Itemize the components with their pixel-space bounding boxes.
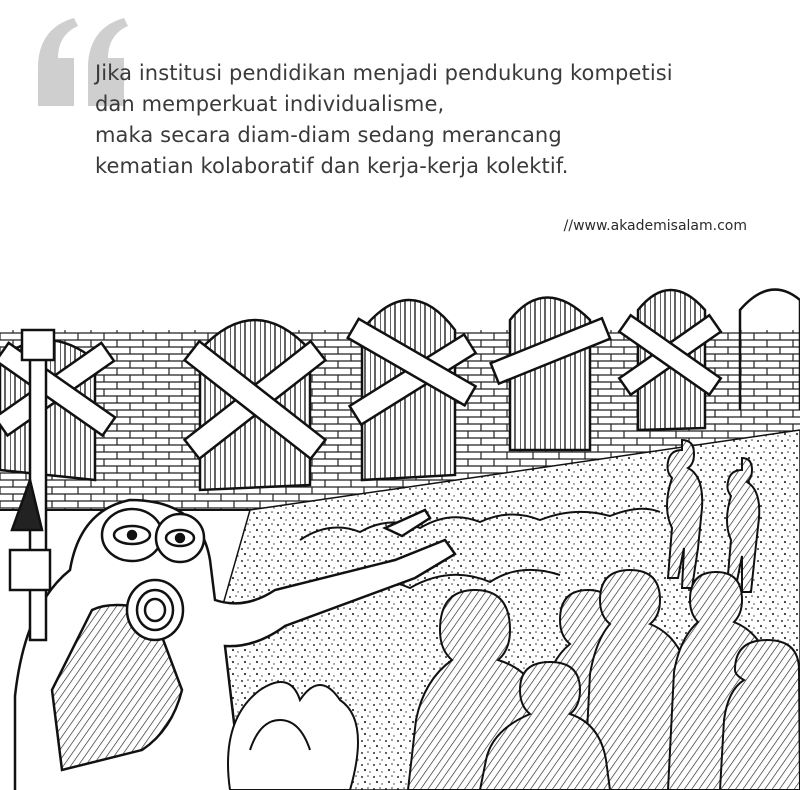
crowd [408,570,800,790]
quote-line-4: kematian kolaboratif dan kerja-kerja kolektif. [95,154,569,178]
boarded-door-2 [185,320,326,490]
illustration [0,270,800,790]
quote-line-3: maka secara diam-diam sedang merancang [95,123,562,147]
quote-line-1: Jika institusi pendidikan menjadi pendukung kompetisi [95,61,673,85]
source-url: //www.akademisalam.com [563,218,747,234]
quote-line-2: dan memperkuat individualisme, [95,92,445,116]
quote-text [95,58,673,182]
